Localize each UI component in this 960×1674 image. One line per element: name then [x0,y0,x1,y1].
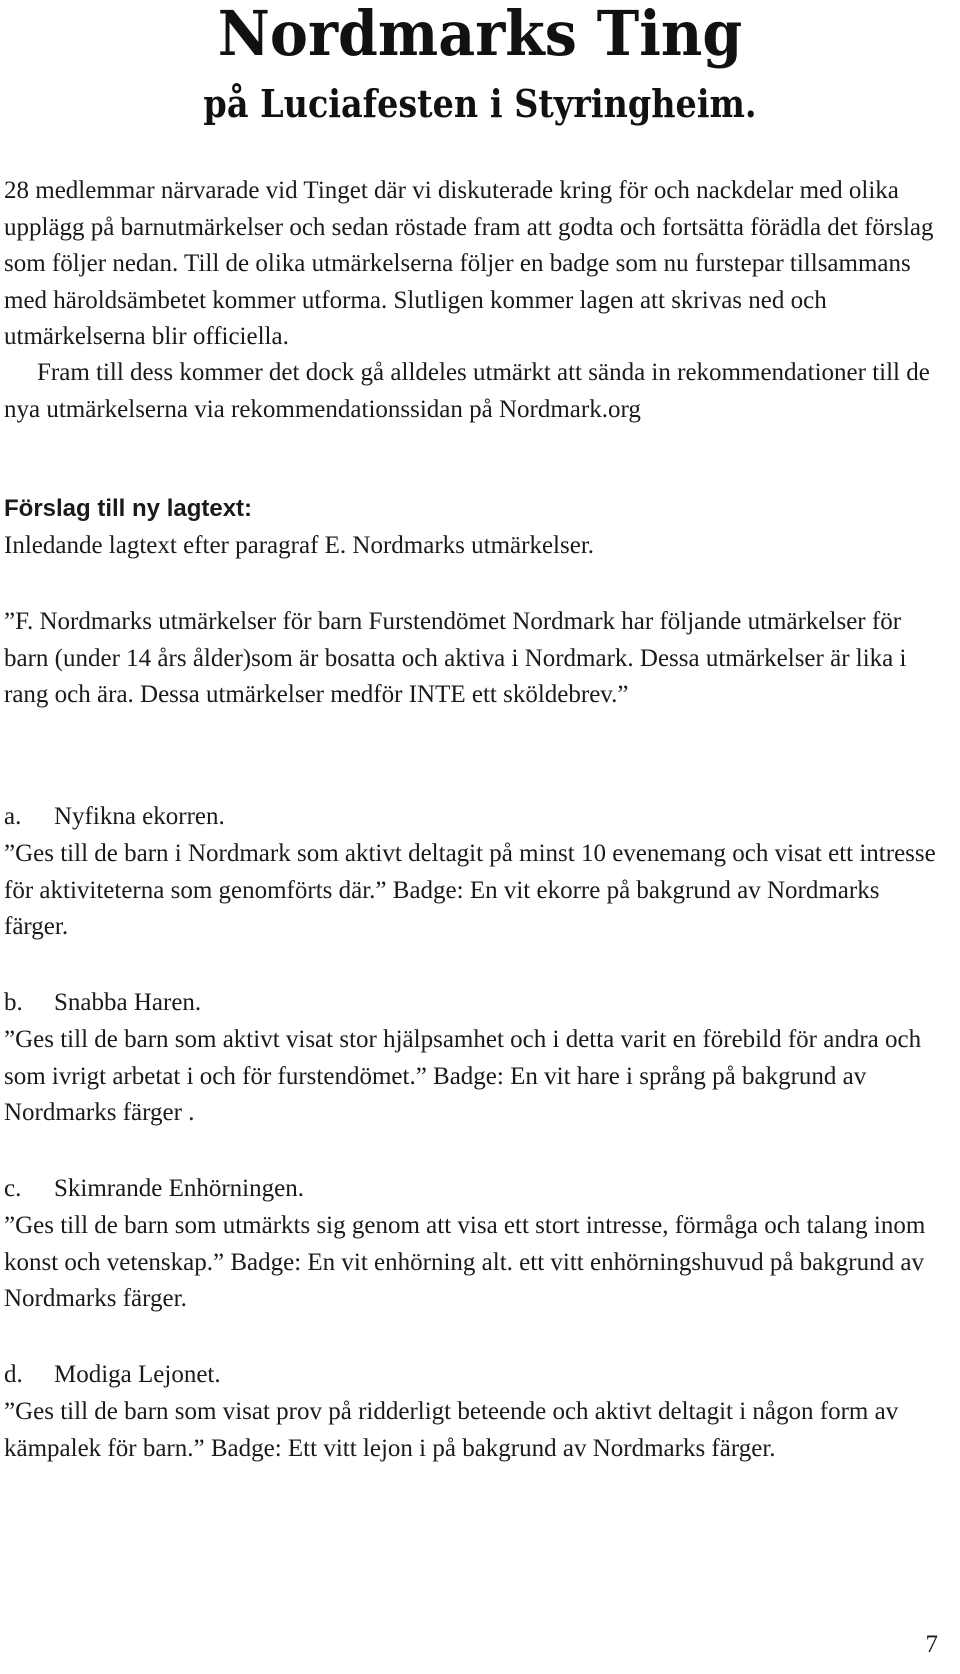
award-text-c: ”Ges till de barn som utmärkts sig genom att visa ett stort intresse, förmåga och talang inom konst och vetenskap.” Badge: En vit enhörning alt. ett vitt enhörningshuvud på bakgrund av Nordmarks färger. [4,1212,926,1312]
award-letter: c. [4,1175,22,1202]
award-text-a: ”Ges till de barn i Nordmark som aktivt deltagit på minst 10 evenemang och visat ett intresse för aktiviteterna som genomförts där.” Badge: En vit ekorre på bakgrund av Nordmarks färger. [4,840,936,940]
award-title-b [4,985,201,1022]
intro-paragraph: 28 medlemmar närvarade vid Tinget där vi diskuterade kring för och nackdelar med olika upplägg på barnutmärkelser och sedan röstade fram att godta och fortsätta förädla det förslag som följer nedan. Till de olika utmärkelserna följer en badge som nu furstepar tillsammans med häroldsämbetet kommer utforma. Slutligen kommer lagen att skrivas ned och utmärkelserna blir officiella. [4,177,934,350]
award-name: Skimrande Enhörningen. [54,1175,304,1202]
award-text-b: ”Ges till de barn som aktivt visat stor hjälpsamhet och i detta varit en förebild för andra och som ivrigt arbetat i och för furstendömet.” Badge: En vit hare i språng på bakgrund av Nordmarks färger . [4,1026,922,1126]
award-title-d [4,1357,221,1394]
award-letter: b. [4,989,23,1016]
award-letter: a. [4,803,22,830]
award-name: Snabba Haren. [54,989,202,1016]
page-subtitle: på Luciafesten i Styringheim. [203,81,757,126]
law-intro-line: Inledande lagtext efter paragraf E. Nordmarks utmärkelser. [4,532,595,559]
award-title-c [4,1171,304,1208]
award-name: Nyfikna ekorren. [54,803,225,830]
law-paragraph-f: ”F. Nordmarks utmärkelser för barn Furstendömet Nordmark har följande utmärkelser för barn (under 14 års ålder)som är bosatta och aktiva i Nordmark. Dessa utmärkelser är lika i rang och ära. Dessa utmärkelser medför INTE ett sköldebrev.” [4,608,907,708]
recommendation-paragraph: Fram till dess kommer det dock gå alldeles utmärkt att sända in rekommendationer till de nya utmärkelserna via rekommendationssidan på Nordmark.org [4,359,930,423]
page-number: 7 [925,1631,938,1658]
award-text-d: ”Ges till de barn som visat prov på ridderligt beteende och aktivt deltagit i någon form av kämpalek för barn.” Badge: Ett vitt lejon i på bakgrund av Nordmarks färger. [4,1398,899,1462]
award-letter: d. [4,1361,23,1388]
award-title-a [4,799,225,836]
page-title: Nordmarks Ting [217,0,743,70]
award-name: Modiga Lejonet. [54,1361,221,1388]
section-heading: Förslag till ny lagtext: [4,495,253,522]
